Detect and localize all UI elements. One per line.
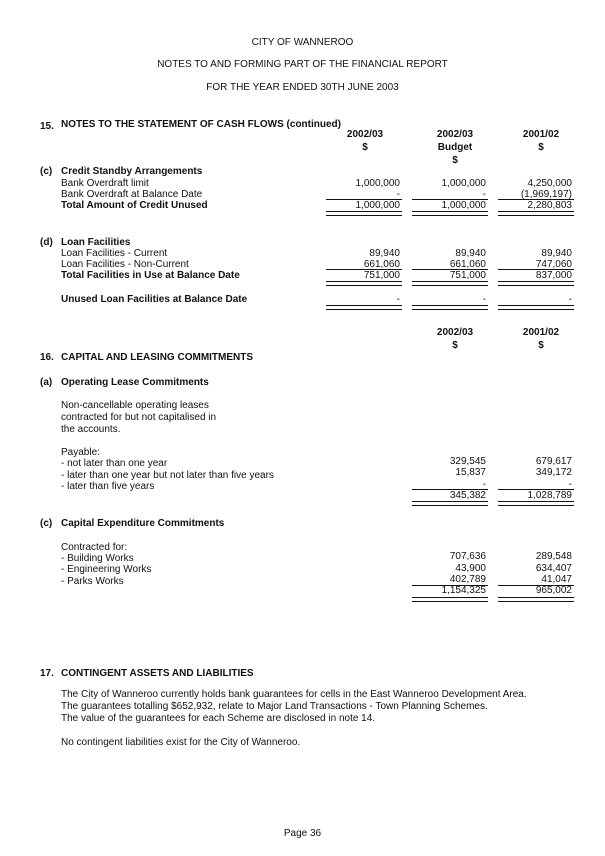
row-label: - Building Works (61, 553, 134, 564)
value-cell: 289,548 (535, 551, 572, 562)
double-rule (412, 501, 488, 506)
payable-label: Payable: (61, 447, 100, 458)
description-line: Non-cancellable operating leases (61, 400, 209, 411)
total-value: 345,382 (449, 490, 486, 501)
unused-facilities-label: Unused Loan Facilities at Balance Date (61, 294, 248, 305)
double-rule (412, 281, 488, 286)
value-cell: 634,407 (535, 563, 572, 574)
row-label: - Engineering Works (61, 564, 152, 575)
value-cell: 747,060 (535, 259, 572, 270)
value-cell: 707,636 (449, 551, 486, 562)
contracted-label: Contracted for: (61, 542, 128, 553)
value-cell: 661,060 (449, 259, 486, 270)
subsection-title: Operating Lease Commitments (61, 377, 209, 388)
value-cell: - (482, 294, 486, 305)
row-label: Loan Facilities - Non-Current (61, 259, 189, 270)
double-rule (498, 211, 574, 216)
value-cell: - (482, 479, 486, 490)
value-cell: - (396, 294, 400, 305)
report-period: FOR THE YEAR ENDED 30TH JUNE 2003 (206, 82, 399, 93)
double-rule (326, 281, 402, 286)
col-2001-02-header: 2001/02 (522, 129, 560, 140)
page-number: Page 36 (283, 828, 322, 839)
value-cell: 41,047 (541, 574, 572, 585)
double-rule (498, 501, 574, 506)
value-cell: 679,617 (535, 456, 572, 467)
paragraph-line: The value of the guarantees for each Scheme are disclosed in note 14. (61, 713, 376, 724)
double-rule (498, 281, 574, 286)
row-label: Bank Overdraft at Balance Date (61, 189, 203, 200)
subsection-title: Credit Standby Arrangements (61, 166, 203, 177)
subsection-letter: (a) (40, 377, 53, 388)
value-cell: 1,000,000 (441, 178, 486, 189)
note-16-title: CAPITAL AND LEASING COMMITMENTS (61, 352, 254, 363)
value-cell: - (568, 479, 572, 490)
subsection-title: Loan Facilities (61, 237, 131, 248)
row-label: - not later than one year (61, 458, 168, 469)
value-cell: 661,060 (363, 259, 400, 270)
value-cell: 349,172 (535, 467, 572, 478)
total-value: 1,000,000 (355, 200, 400, 211)
value-cell: 1,000,000 (355, 178, 400, 189)
double-rule (498, 597, 574, 602)
total-label: Total Amount of Credit Unused (61, 200, 208, 211)
note-16-number: 16. (40, 352, 54, 363)
value-cell: 15,837 (455, 467, 486, 478)
col-2001-02-unit: $ (538, 142, 544, 153)
col-budget-unit: $ (452, 155, 458, 166)
value-cell: 89,940 (369, 248, 400, 259)
col-2001-02-header: 2001/02 (522, 327, 560, 338)
double-rule (412, 305, 488, 310)
double-rule (326, 305, 402, 310)
col-budget-label: Budget (437, 142, 473, 153)
row-label: - later than five years (61, 481, 155, 492)
col-2002-03-header: 2002/03 (346, 129, 384, 140)
double-rule (412, 211, 488, 216)
subsection-letter: (d) (40, 237, 53, 248)
total-value: 1,028,789 (527, 490, 572, 501)
paragraph-line: The guarantees totalling $652,932, relate to Major Land Transactions - Town Planning Schemes. (61, 701, 488, 712)
value-cell: 4,250,000 (527, 178, 572, 189)
organisation-name: CITY OF WANNEROO (251, 37, 354, 48)
double-rule (498, 305, 574, 310)
total-value: 1,000,000 (441, 200, 486, 211)
col-2001-02-unit: $ (538, 340, 544, 351)
note-15-title: NOTES TO THE STATEMENT OF CASH FLOWS (continued) (61, 119, 341, 130)
col-2002-03-header: 2002/03 (436, 327, 474, 338)
value-cell: 43,900 (455, 563, 486, 574)
total-value: 751,000 (449, 270, 486, 281)
row-label: Loan Facilities - Current (61, 248, 168, 259)
subsection-letter: (c) (40, 166, 53, 177)
description-line: the accounts. (61, 424, 121, 435)
note-15-number: 15. (40, 121, 54, 132)
total-value: 751,000 (363, 270, 400, 281)
value-cell: 329,545 (449, 456, 486, 467)
row-label: - Parks Works (61, 576, 124, 587)
note-17-title: CONTINGENT ASSETS AND LIABILITIES (61, 668, 254, 679)
total-value: 2,280,803 (527, 200, 572, 211)
total-value: 1,154,325 (441, 585, 486, 596)
subsection-title: Capital Expenditure Commitments (61, 518, 225, 529)
note-17-number: 17. (40, 668, 54, 679)
description-line: contracted for but not capitalised in (61, 412, 217, 423)
value-cell: 89,940 (455, 248, 486, 259)
value-cell: - (482, 189, 486, 200)
subsection-letter: (c) (40, 518, 53, 529)
double-rule (412, 597, 488, 602)
col-2002-03-unit: $ (362, 142, 368, 153)
value-cell: - (396, 189, 400, 200)
value-cell: (1,969,197) (520, 189, 572, 200)
total-label: Total Facilities in Use at Balance Date (61, 270, 240, 281)
row-label: Bank Overdraft limit (61, 178, 149, 189)
row-label: - later than one year but not later than five years (61, 470, 274, 481)
total-value: 965,002 (535, 585, 572, 596)
report-title: NOTES TO AND FORMING PART OF THE FINANCIAL REPORT (157, 59, 448, 70)
paragraph-line: The City of Wanneroo currently holds bank guarantees for cells in the East Wanneroo Development Area. (61, 689, 527, 700)
col-budget-header: 2002/03 (436, 129, 474, 140)
value-cell: 402,789 (449, 574, 486, 585)
value-cell: - (568, 294, 572, 305)
value-cell: 89,940 (541, 248, 572, 259)
paragraph-line: No contingent liabilities exist for the City of Wanneroo. (61, 737, 301, 748)
double-rule (326, 211, 402, 216)
total-value: 837,000 (535, 270, 572, 281)
col-2002-03-unit: $ (452, 340, 458, 351)
